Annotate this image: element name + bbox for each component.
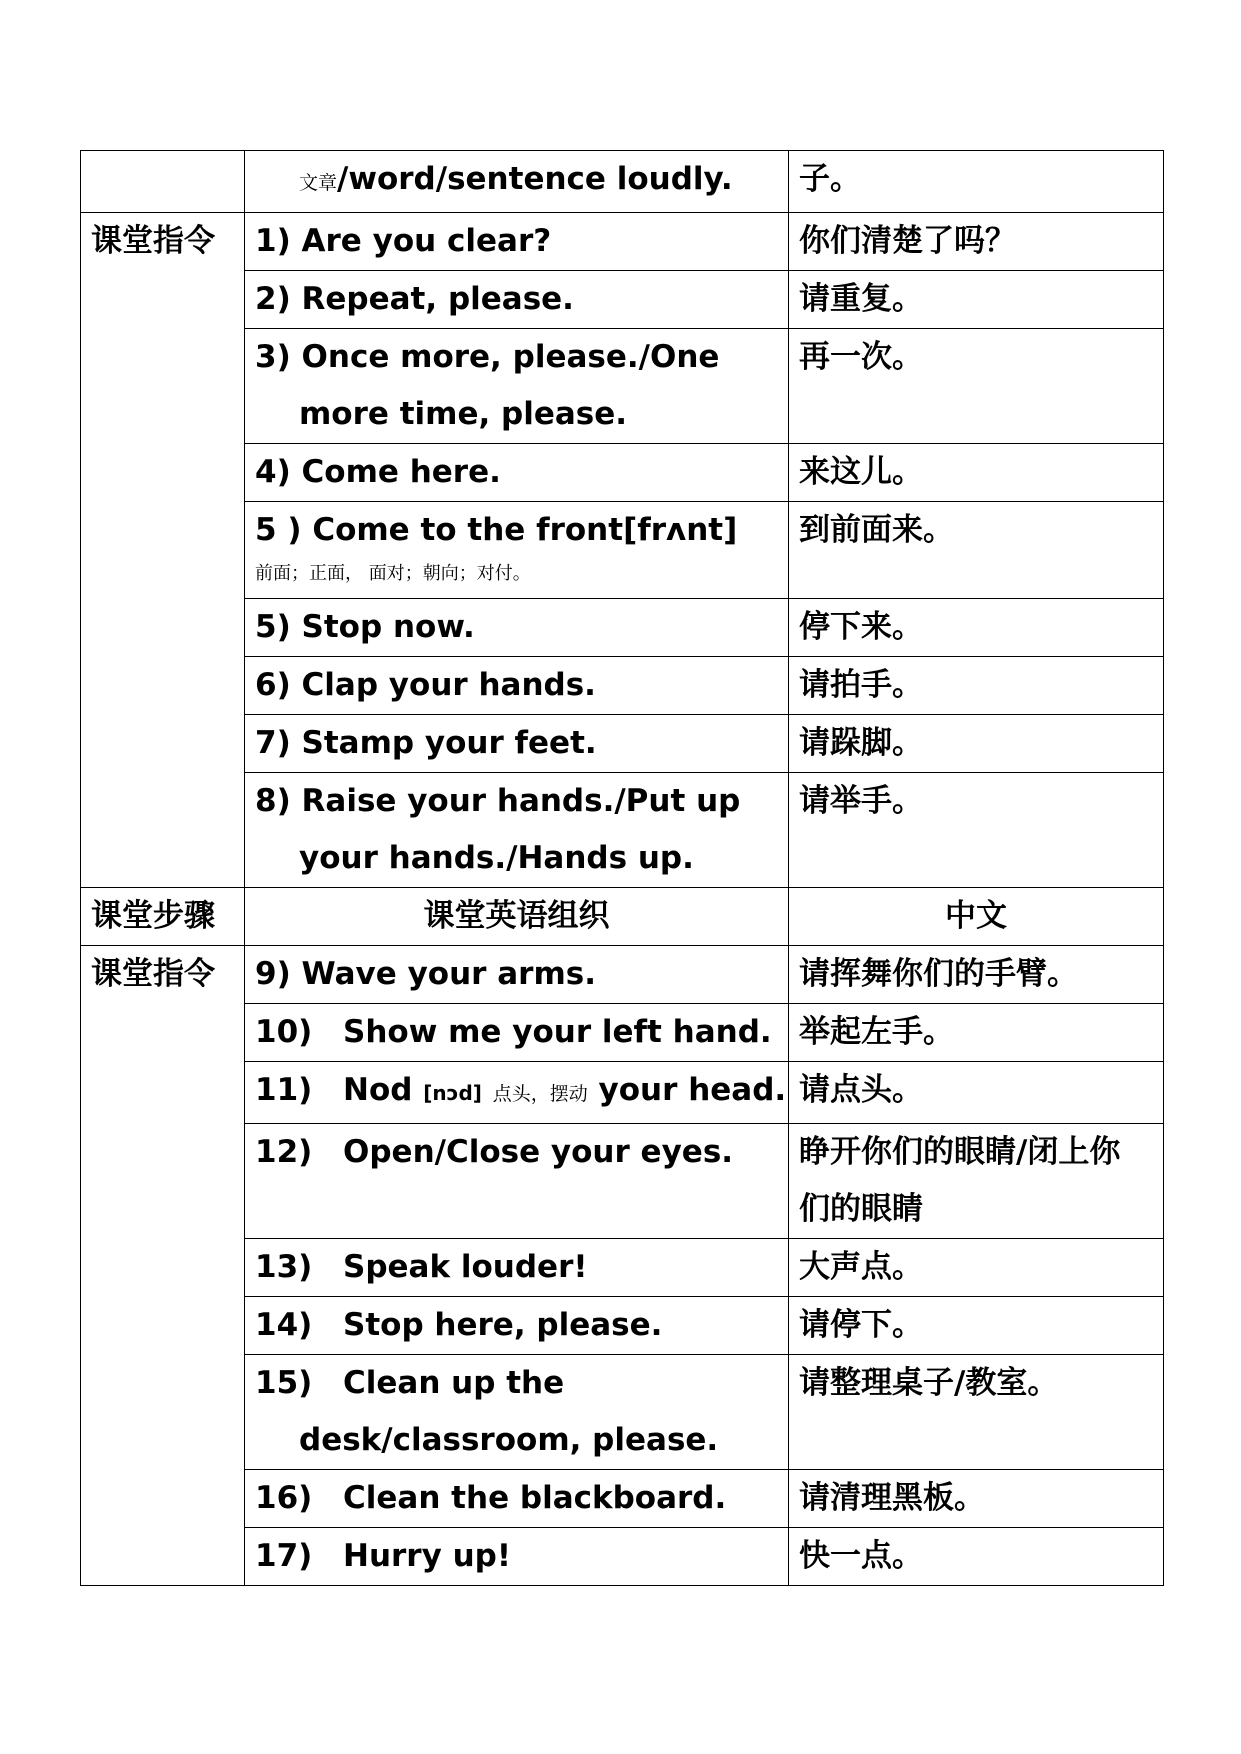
english-cell [245, 1239, 789, 1297]
chinese-line-1: 睁开你们的眼睛/闭上你 [799, 1134, 1121, 1170]
english-text: /word/sentence loudly. [337, 161, 733, 197]
item-number: 14) [255, 1307, 313, 1343]
english-cell [245, 1528, 789, 1586]
header-col-english: 课堂英语组织 [245, 888, 789, 946]
item-number: 13) [255, 1249, 313, 1285]
english-cell [245, 1470, 789, 1528]
category-cell-empty [81, 151, 245, 213]
phonetic-text: [nɔd] [423, 1081, 482, 1105]
english-cell [245, 151, 789, 213]
chinese-cell: 停下来。 [789, 599, 1164, 657]
header-col-chinese: 中文 [789, 888, 1164, 946]
english-cell [245, 1355, 789, 1470]
english-cell [245, 1124, 789, 1239]
header-col-step: 课堂步骤 [81, 888, 245, 946]
table-row [81, 213, 1164, 271]
chinese-cell: 请停下。 [789, 1297, 1164, 1355]
chinese-cell: 快一点。 [789, 1528, 1164, 1586]
english-line-1: 8) Raise your hands./Put up [255, 783, 741, 819]
chinese-cell: 请点头。 [789, 1062, 1164, 1124]
chinese-cell: 请挥舞你们的手臂。 [789, 946, 1164, 1004]
table-row [81, 151, 1164, 213]
english-cell: 5) Stop now. [245, 599, 789, 657]
chinese-cell [789, 1124, 1164, 1239]
chinese-cell: 举起左手。 [789, 1004, 1164, 1062]
chinese-cell: 请清理黑板。 [789, 1470, 1164, 1528]
chinese-line-2: 们的眼睛 [799, 1191, 923, 1227]
english-line-2: your hands./Hands up. [299, 840, 694, 876]
english-cell [245, 773, 789, 888]
item-number: 12) [255, 1134, 313, 1170]
chinese-cell: 再一次。 [789, 329, 1164, 444]
english-cell: 7) Stamp your feet. [245, 715, 789, 773]
item-number: 10) [255, 1014, 313, 1050]
header-row [81, 888, 1164, 946]
chinese-cell: 大声点。 [789, 1239, 1164, 1297]
gloss-text: 前面；正面， 面对；朝向；对付。 [255, 563, 531, 584]
gloss-text: 点头，摆动 [492, 1083, 588, 1105]
chinese-cell: 请拍手。 [789, 657, 1164, 715]
item-number: 15) [255, 1365, 313, 1401]
english-text: Stop here, please. [343, 1307, 663, 1343]
english-text: Nod [343, 1072, 413, 1108]
english-cell: 6) Clap your hands. [245, 657, 789, 715]
category-cell: 课堂指令 [81, 946, 245, 1586]
english-cell: 1) Are you clear? [245, 213, 789, 271]
english-line-2: desk/classroom, please. [299, 1422, 719, 1458]
english-line-1: 3) Once more, please./One [255, 339, 720, 375]
chinese-cell: 到前面来。 [789, 502, 1164, 599]
english-text: Clean up the [343, 1365, 565, 1401]
chinese-cell: 请重复。 [789, 271, 1164, 329]
english-cell: 2) Repeat, please. [245, 271, 789, 329]
english-cell [245, 1062, 789, 1124]
chinese-cell: 你们清楚了吗？ [789, 213, 1164, 271]
english-text: Clean the blackboard. [343, 1480, 727, 1516]
chinese-cell: 来这儿。 [789, 444, 1164, 502]
chinese-cell: 子。 [789, 151, 1164, 213]
english-text: Hurry up! [343, 1538, 511, 1574]
english-text-end: your head. [598, 1072, 787, 1108]
english-cell [245, 1004, 789, 1062]
english-prefix-small: 文章 [299, 172, 338, 194]
chinese-cell: 请整理桌子/教室。 [789, 1355, 1164, 1470]
english-text: 5 ) Come to the front [255, 512, 624, 548]
english-text: Wave your arms. [301, 956, 596, 992]
category-cell: 课堂指令 [81, 213, 245, 888]
english-cell: 4) Come here. [245, 444, 789, 502]
english-text: Speak louder! [343, 1249, 588, 1285]
english-text: Open/Close your eyes. [343, 1134, 734, 1170]
english-cell [245, 1297, 789, 1355]
item-number: 16) [255, 1480, 313, 1516]
item-number: 17) [255, 1538, 313, 1574]
english-text: Show me your left hand. [343, 1014, 772, 1050]
english-line-2: more time, please. [299, 396, 628, 432]
item-number: 9) [255, 956, 291, 992]
english-cell [245, 946, 789, 1004]
chinese-cell: 请跺脚。 [789, 715, 1164, 773]
phonetic-text: [frʌnt] [623, 512, 738, 548]
table-row [81, 946, 1164, 1004]
chinese-cell: 请举手。 [789, 773, 1164, 888]
english-cell [245, 329, 789, 444]
item-number: 11) [255, 1072, 313, 1108]
lesson-instruction-table [80, 150, 1164, 1586]
english-cell [245, 502, 789, 599]
